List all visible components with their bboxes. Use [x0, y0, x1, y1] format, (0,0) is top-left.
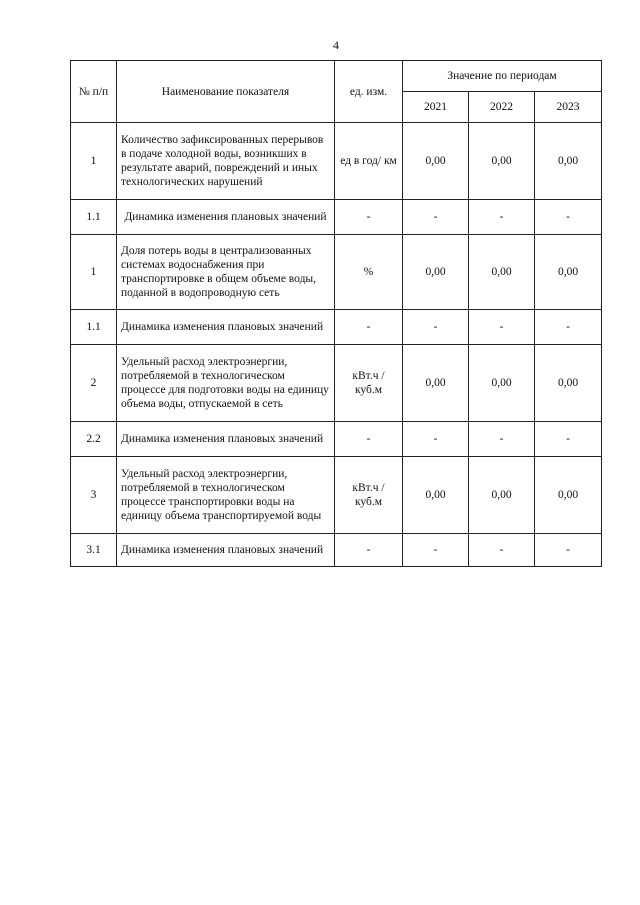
indicator-name: Динамика изменения плановых значений	[117, 422, 335, 457]
value-cell: -	[535, 422, 602, 457]
value-cell: -	[469, 200, 535, 235]
value-cell: -	[403, 200, 469, 235]
value-cell: -	[535, 310, 602, 345]
page-number: 4	[333, 38, 339, 52]
value-cell: -	[535, 200, 602, 235]
value-cell: 0,00	[469, 457, 535, 534]
value-cell: 0,00	[535, 123, 602, 200]
value-cell: 0,00	[535, 235, 602, 310]
row-number: 1	[71, 123, 117, 200]
header-name: Наименование показателя	[117, 61, 335, 123]
header-year: 2021	[403, 92, 469, 123]
indicator-name: Удельный расход электроэнергии, потребляемой в технологическом процессе для подготовки воды на единицу объема воды, отпускаемой в сеть	[117, 345, 335, 422]
value-cell: -	[469, 534, 535, 567]
value-cell: -	[469, 310, 535, 345]
row-number: 3.1	[71, 534, 117, 567]
table-row	[71, 534, 602, 567]
indicator-name: Динамика изменения плановых значений	[117, 534, 335, 567]
value-cell: -	[403, 422, 469, 457]
row-number: 3	[71, 457, 117, 534]
unit-cell: %	[335, 235, 403, 310]
value-cell: 0,00	[403, 457, 469, 534]
row-number: 2	[71, 345, 117, 422]
unit-cell: кВт.ч / куб.м	[335, 345, 403, 422]
value-cell: 0,00	[469, 235, 535, 310]
unit-cell: кВт.ч / куб.м	[335, 457, 403, 534]
header-year: 2022	[469, 92, 535, 123]
value-cell: -	[469, 422, 535, 457]
value-cell: 0,00	[403, 345, 469, 422]
value-cell: 0,00	[469, 345, 535, 422]
indicator-name: Удельный расход электроэнергии, потребляемой в технологическом процессе транспортировки воды на единицу объема транспортируемой воды	[117, 457, 335, 534]
value-cell: 0,00	[403, 235, 469, 310]
value-cell: -	[403, 534, 469, 567]
row-number: 1	[71, 235, 117, 310]
value-cell: 0,00	[469, 123, 535, 200]
unit-cell: -	[335, 422, 403, 457]
unit-cell: ед в год/ км	[335, 123, 403, 200]
table-body	[71, 123, 602, 567]
row-number: 1.1	[71, 200, 117, 235]
header-periods: Значение по периодам	[403, 61, 602, 92]
unit-cell: -	[335, 310, 403, 345]
table-row	[71, 310, 602, 345]
value-cell: 0,00	[535, 345, 602, 422]
value-cell: 0,00	[403, 123, 469, 200]
indicator-name: Количество зафиксированных перерывов в подаче холодной воды, возникших в результате аварий, повреждений и иных технологических нарушений	[117, 123, 335, 200]
table-row	[71, 345, 602, 422]
header-year: 2023	[535, 92, 602, 123]
header-unit: ед. изм.	[335, 61, 403, 123]
table-row	[71, 457, 602, 534]
value-cell: -	[535, 534, 602, 567]
unit-cell: -	[335, 200, 403, 235]
table-row	[71, 422, 602, 457]
value-cell: 0,00	[535, 457, 602, 534]
table-row	[71, 235, 602, 310]
header-row	[71, 61, 602, 92]
indicator-name: Доля потерь воды в централизованных системах водоснабжения при транспортировке в общем объеме воды, поданной в водопроводную сеть	[117, 235, 335, 310]
unit-cell: -	[335, 534, 403, 567]
table-row	[71, 200, 602, 235]
table-row	[71, 123, 602, 200]
row-number: 2.2	[71, 422, 117, 457]
indicator-name: Динамика изменения плановых значений	[117, 310, 335, 345]
header-num: № п/п	[71, 61, 117, 123]
row-number: 1.1	[71, 310, 117, 345]
value-cell: -	[403, 310, 469, 345]
indicators-table	[70, 60, 602, 567]
indicator-name: Динамика изменения плановых значений	[117, 200, 335, 235]
